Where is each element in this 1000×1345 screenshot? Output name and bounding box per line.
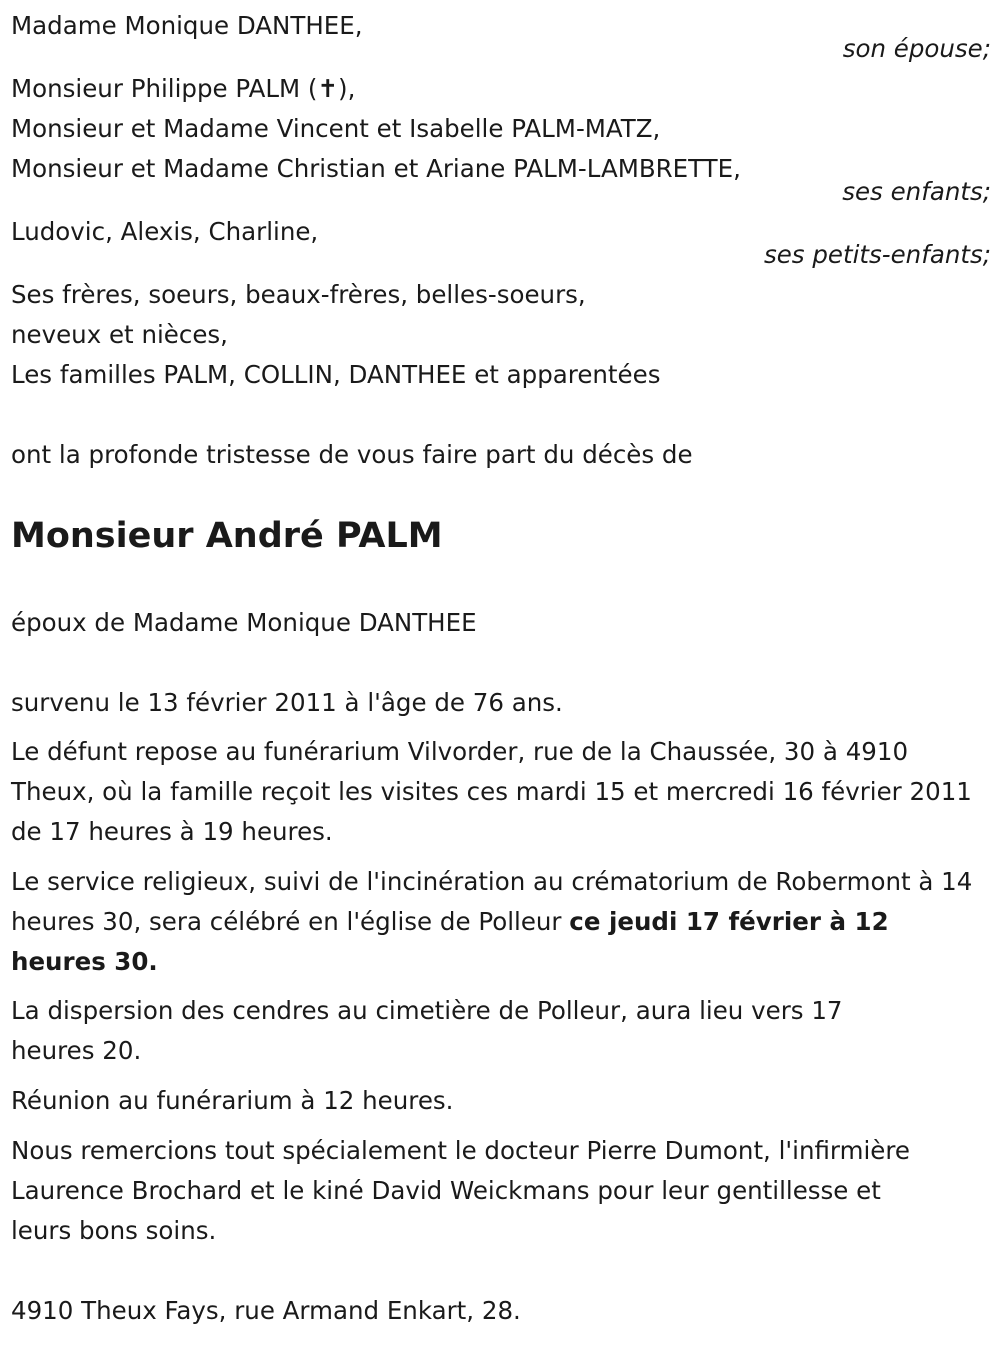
child-line-1: Monsieur Philippe PALM (✝),: [11, 74, 356, 103]
deceased-relation: époux de Madame Monique DANTHEE: [11, 608, 477, 637]
grandchildren-role: ses petits-enfants;: [763, 240, 991, 269]
death-info: survenu le 13 février 2011 à l'âge de 76 ans.: [11, 688, 563, 717]
visitation-paragraph: Le défunt repose au funérarium Vilvorder, rue de la Chaussée, 30 à 4910 Theux, où la famille reçoit les visites ces mardi 15 et mercredi 16 février 2011 de 17 heures à 19 heures.: [11, 737, 972, 846]
address: 4910 Theux Fays, rue Armand Enkart, 28.: [11, 1296, 521, 1325]
ashes-paragraph: La dispersion des cendres au cimetière de Polleur, aura lieu vers 17 heures 20.: [11, 996, 843, 1065]
family-line-2: neveux et nièces,: [11, 320, 228, 349]
family-line-3: Les familles PALM, COLLIN, DANTHEE et apparentées: [11, 360, 661, 389]
child-line-2: Monsieur et Madame Vincent et Isabelle PALM-MATZ,: [11, 114, 661, 143]
announcement-text: ont la profonde tristesse de vous faire part du décès de: [11, 440, 693, 469]
family-line-1: Ses frères, soeurs, beaux-frères, belles-soeurs,: [11, 280, 586, 309]
children-role: ses enfants;: [842, 177, 991, 206]
meeting-paragraph: Réunion au funérarium à 12 heures.: [11, 1086, 454, 1115]
service-date: ce jeudi 17 février à 12 heures 30.: [11, 907, 889, 976]
service-text: Le service religieux, suivi de l'incinération au crématorium de Robermont à 14 heures 30, sera célébré en l'église de Polleur: [11, 867, 973, 936]
grandchildren-line: Ludovic, Alexis, Charline,: [11, 217, 319, 246]
service-paragraph: [11, 862, 991, 982]
deceased-name: Monsieur André PALM: [11, 516, 443, 556]
spouse-role: son épouse;: [842, 34, 991, 63]
child-line-3: Monsieur et Madame Christian et Ariane PALM-LAMBRETTE,: [11, 154, 741, 183]
thanks-paragraph: Nous remercions tout spécialement le docteur Pierre Dumont, l'infirmière Laurence Brochard et le kiné David Weickmans pour leur gentillesse et leurs bons soins.: [11, 1136, 910, 1245]
spouse-line: Madame Monique DANTHEE,: [11, 11, 363, 40]
